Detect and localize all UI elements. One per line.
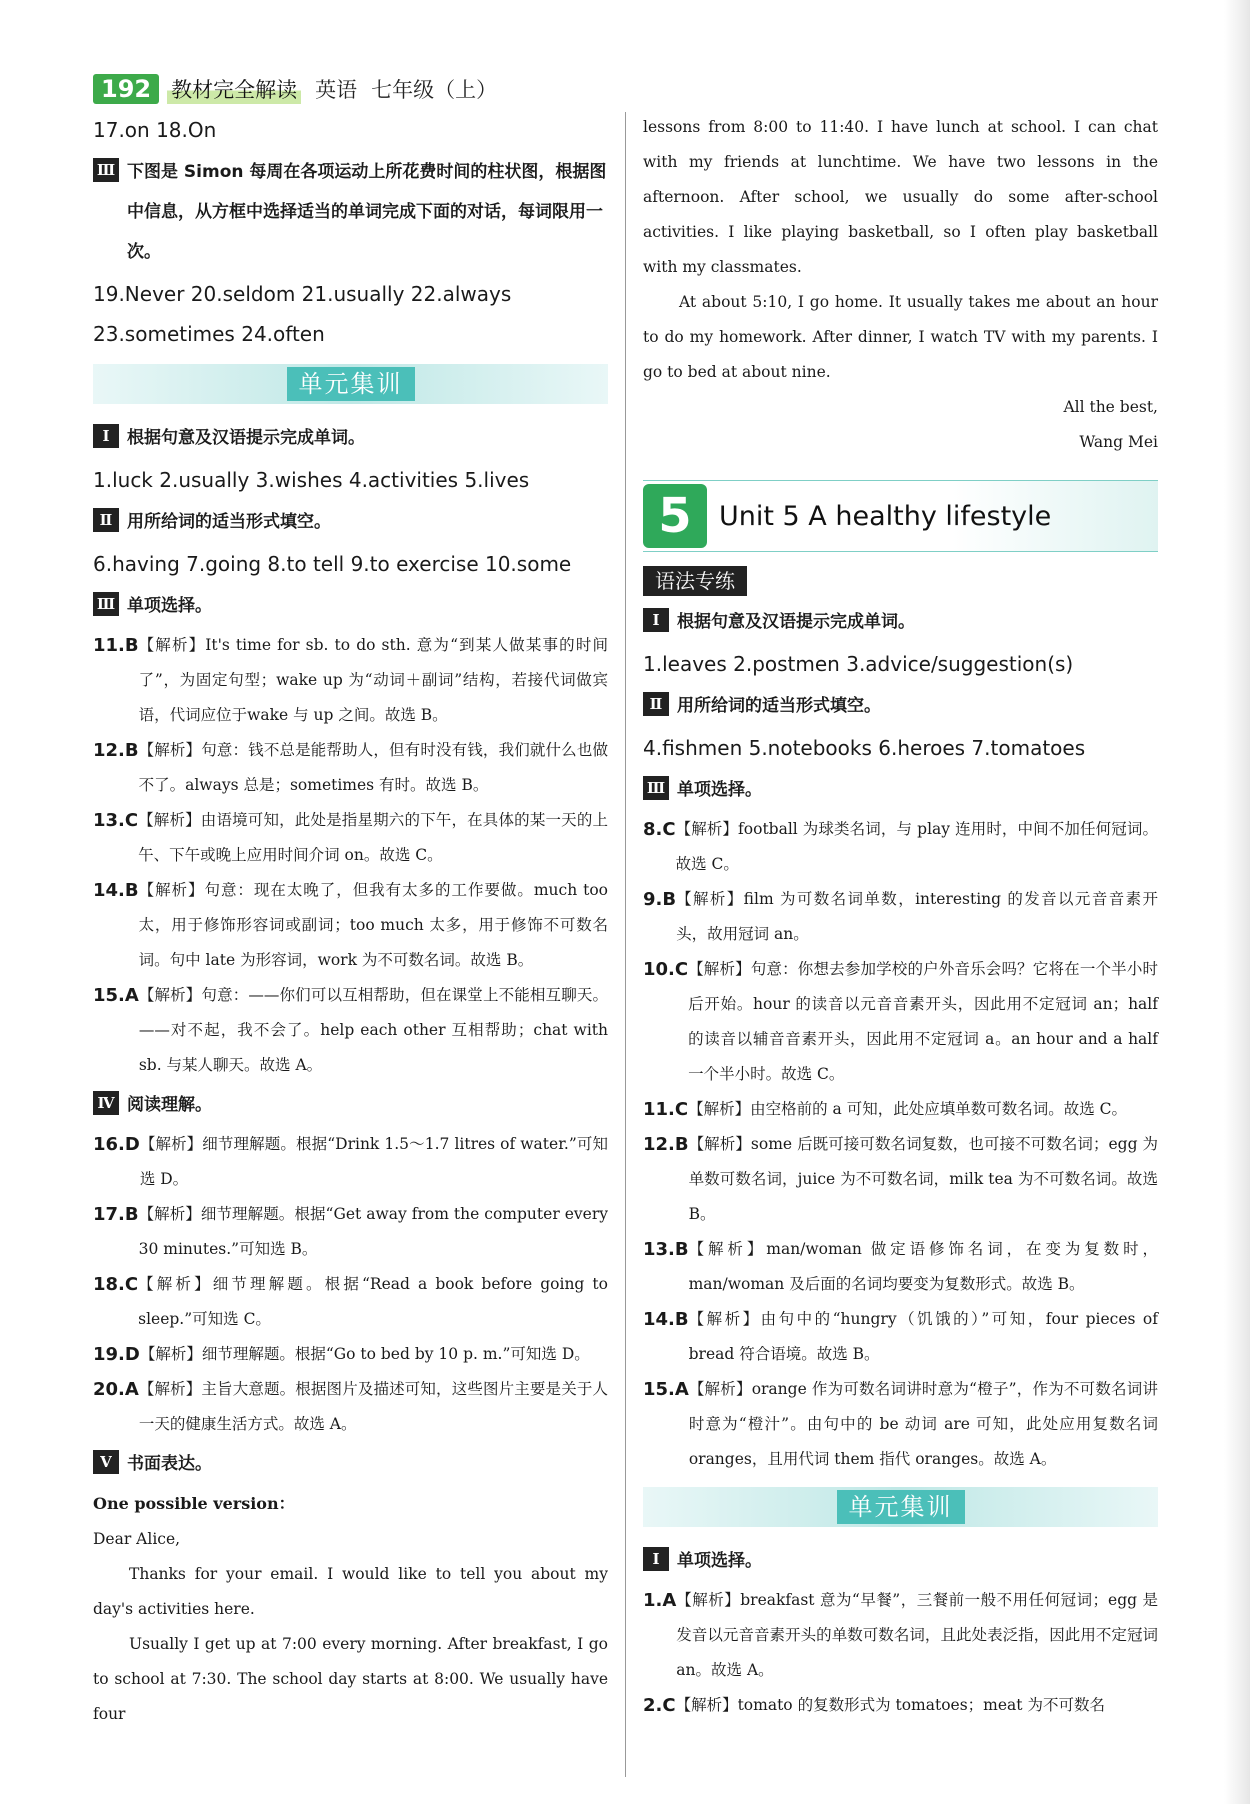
unit-header — [643, 480, 1158, 552]
answer-item — [93, 1197, 608, 1267]
answer-explanation: 【解析】句意：你想去参加学校的户外音乐会吗？它将在一个半小时后开始。hour 的读音以元音音素开头，因此用不定冠词 an；half 的读音以辅音音素开头，因此用不定冠词 a。an hour and a half 一个半小时。故选 C。 — [688, 960, 1158, 1083]
answer-item — [93, 628, 608, 733]
section-title: 用所给词的适当形式填空。 — [127, 512, 331, 532]
section-heading — [643, 770, 1158, 810]
answer-number: 11.B — [93, 635, 139, 656]
section-heading — [93, 586, 608, 626]
section-heading — [93, 1085, 608, 1125]
answer-item — [643, 952, 1158, 1092]
answer-number: 15.A — [93, 985, 139, 1006]
answer-number: 19.D — [93, 1344, 140, 1365]
answer-item — [643, 1583, 1158, 1688]
section-title: 单项选择。 — [677, 780, 762, 800]
answer-number: 12.B — [93, 740, 139, 761]
answers-line: 1.leaves 2.postmen 3.advice/suggestion(s) — [643, 652, 1074, 676]
essay-paragraph: lessons from 8:00 to 11:40. I have lunch at school. I can chat with my friends at lunchtime. We have two lessons in the afternoon. After school, we usually do some after-school activities. I like playing basketball, so I often play basketball with my classmates. — [643, 118, 1158, 276]
section-title: 用所给词的适当形式填空。 — [677, 696, 881, 716]
unit-number-badge — [643, 484, 707, 548]
roman-numeral: Ⅲ — [643, 776, 669, 800]
essay-heading: One possible version： — [93, 1494, 295, 1513]
answer-item — [93, 1337, 608, 1372]
answer-item — [93, 803, 608, 873]
roman-numeral: Ⅱ — [93, 508, 119, 532]
answer-item — [643, 812, 1158, 882]
answer-item — [93, 873, 608, 978]
essay-paragraph: Thanks for your email. I would like to tell you about my day's activities here. — [93, 1565, 608, 1618]
answers-line: 6.having 7.going 8.to tell 9.to exercise 10.some — [93, 552, 572, 576]
grade: 七年级（上） — [371, 78, 498, 102]
answer-item — [643, 882, 1158, 952]
section-title: 阅读理解。 — [127, 1095, 212, 1115]
roman-numeral: Ⅱ — [643, 692, 669, 716]
answer-number: 9.B — [643, 889, 677, 910]
roman-numeral: Ⅰ — [643, 1547, 669, 1571]
answer-explanation: 【解析】It's time for sb. to do sth. 意为“到某人做某事的时间了”，为固定句型；wake up 为“动词＋副词”结构，若接代词做宾语，代词应位于wake 与 up 之间。故选 B。 — [138, 636, 608, 724]
banner-label: 单元集训 — [287, 367, 415, 401]
answers-17-18: 17.on 18.On — [93, 118, 217, 142]
answer-explanation: 【解析】细节理解题。根据“Go to bed by 10 p. m.”可知选 D。 — [139, 1345, 590, 1363]
answer-number: 15.A — [643, 1379, 689, 1400]
answer-explanation: 【解析】man/woman 做定语修饰名词，在变为复数时，man/woman 及后面的名词均要变为复数形式。故选 B。 — [688, 1240, 1158, 1293]
essay-signature: Wang Mei — [1079, 433, 1158, 451]
answer-number: 14.B — [643, 1309, 689, 1330]
section-title: 下图是 Simon 每周在各项运动上所花费时间的柱状图，根据图中信息，从方框中选择适当的单词完成下面的对话，每词限用一次。 — [127, 162, 607, 262]
section-title: 书面表达。 — [127, 1454, 212, 1474]
roman-numeral: Ⅰ — [93, 424, 119, 448]
answers-line: 19.Never 20.seldom 21.usually 22.always — [93, 282, 512, 306]
answer-number: 16.D — [93, 1134, 140, 1155]
answer-item — [643, 1688, 1158, 1723]
page-number: 192 — [93, 74, 159, 104]
essay-paragraph: At about 5:10, I go home. It usually takes me about an hour to do my homework. After dinner, I watch TV with my parents. I go to bed at about nine. — [643, 293, 1158, 381]
book-title: 教材完全解读 — [167, 74, 301, 104]
answer-number: 14.B — [93, 880, 139, 901]
roman-numeral: Ⅳ — [93, 1091, 119, 1115]
answer-explanation: 【解析】细节理解题。根据“Get away from the computer every 30 minutes.”可知选 B。 — [138, 1205, 608, 1258]
answer-explanation: 【解析】some 后既可接可数名词复数，也可接不可数名词；egg 为单数可数名词，juice 为不可数名词，milk tea 为不可数名词。故选 B。 — [688, 1135, 1158, 1223]
answer-number: 18.C — [93, 1274, 139, 1295]
answer-item — [93, 978, 608, 1083]
left-column — [93, 110, 608, 1732]
answer-item — [93, 1267, 608, 1337]
essay-paragraph: Usually I get up at 7:00 every morning. After breakfast, I go to school at 7:30. The school day starts at 8:00. We usually have four — [93, 1635, 608, 1723]
essay-greeting: Dear Alice, — [93, 1530, 181, 1548]
answer-number: 2.C — [643, 1695, 676, 1716]
answer-explanation: 【解析】细节理解题。根据“Drink 1.5～1.7 litres of water.”可知选 D。 — [139, 1135, 608, 1188]
essay-closing: All the best, — [1063, 398, 1158, 416]
subject: 英语 — [315, 78, 358, 102]
section-title: 单项选择。 — [127, 596, 212, 616]
roman-numeral: Ⅲ — [93, 158, 119, 182]
banner-label: 单元集训 — [837, 1490, 965, 1524]
section-heading — [643, 686, 1158, 726]
answer-item — [643, 1372, 1158, 1477]
answer-explanation: 【解析】orange 作为可数名词讲时意为“橙子”，作为不可数名词讲时意为“橙汁”。由句中的 be 动词 are 可知，此处应用复数名词 oranges，且用代词 them 指代 oranges。故选 A。 — [688, 1380, 1158, 1468]
answer-item — [643, 1302, 1158, 1372]
section-title: 根据句意及汉语提示完成单词。 — [127, 428, 365, 448]
unit-training-banner — [643, 1487, 1158, 1527]
answer-item — [643, 1232, 1158, 1302]
unit-number: 5 — [658, 488, 692, 544]
answer-item — [643, 1127, 1158, 1232]
right-column — [643, 110, 1158, 1723]
answer-explanation: 【解析】主旨大意题。根据图片及描述可知，这些图片主要是关于人一天的健康生活方式。故选 A。 — [138, 1380, 608, 1433]
column-divider — [625, 112, 626, 1777]
answer-explanation: 【解析】句意：现在太晚了，但我有太多的工作要做。much too 太，用于修饰形容词或副词；too much 太多，用于修饰不可数名词。句中 late 为形容词，work 为不可数名词。故选 B。 — [138, 881, 608, 969]
section-title: 根据句意及汉语提示完成单词。 — [677, 612, 915, 632]
answer-number: 11.C — [643, 1099, 689, 1120]
answer-explanation: 【解析】breakfast 意为“早餐”，三餐前一般不用任何冠词；egg 是发音以元音音素开头的单数可数名词，且此处表泛指，因此用不定冠词 an。故选 A。 — [676, 1591, 1158, 1679]
section-title: 单项选择。 — [677, 1551, 762, 1571]
page-header — [93, 72, 497, 106]
section-heading — [93, 418, 608, 458]
answer-explanation: 【解析】细节理解题。根据“Read a book before going to sleep.”可知选 C。 — [138, 1275, 608, 1328]
answer-number: 17.B — [93, 1204, 139, 1225]
answer-explanation: 【解析】football 为球类名词，与 play 连用时，中间不加任何冠词。故选 C。 — [675, 820, 1158, 873]
answer-number: 1.A — [643, 1590, 677, 1611]
section-heading — [93, 152, 608, 272]
unit-training-banner — [93, 364, 608, 404]
answer-item — [93, 1127, 608, 1197]
section-heading — [643, 1541, 1158, 1581]
section-heading — [93, 1444, 608, 1484]
answer-number: 8.C — [643, 819, 676, 840]
answers-line: 23.sometimes 24.often — [93, 322, 325, 346]
answer-explanation: 【解析】由语境可知，此处是指星期六的下午，在具体的某一天的上午、下午或晚上应用时间介词 on。故选 C。 — [138, 811, 608, 864]
roman-numeral: Ⅲ — [93, 592, 119, 616]
answer-item — [93, 1372, 608, 1442]
roman-numeral: Ⅴ — [93, 1450, 119, 1474]
answer-explanation: 【解析】tomato 的复数形式为 tomatoes；meat 为不可数名 — [675, 1696, 1105, 1714]
answer-explanation: 【解析】由句中的“hungry（饥饿的）”可知，four pieces of bread 符合语境。故选 B。 — [688, 1310, 1158, 1363]
answers-line: 1.luck 2.usually 3.wishes 4.activities 5.lives — [93, 468, 530, 492]
answer-number: 20.A — [93, 1379, 139, 1400]
answer-number: 13.C — [93, 810, 139, 831]
roman-numeral: Ⅰ — [643, 608, 669, 632]
answer-number: 13.B — [643, 1239, 689, 1260]
answer-explanation: 【解析】句意：钱不总是能帮助人，但有时没有钱，我们就什么也做不了。always 总是；sometimes 有时。故选 B。 — [138, 741, 608, 794]
unit-title: Unit 5 A healthy lifestyle — [719, 500, 1052, 532]
answer-number: 12.B — [643, 1134, 689, 1155]
grammar-practice-tag: 语法专练 — [643, 566, 747, 596]
answer-item — [643, 1092, 1158, 1127]
section-heading — [93, 502, 608, 542]
answer-number: 10.C — [643, 959, 689, 980]
answer-explanation: 【解析】由空格前的 a 可知，此处应填单数可数名词。故选 C。 — [688, 1100, 1127, 1118]
answer-explanation: 【解析】film 为可数名词单数，interesting 的发音以元音音素开头，故用冠词 an。 — [676, 890, 1158, 943]
page-edge — [1224, 0, 1250, 1804]
section-heading — [643, 602, 1158, 642]
answers-line: 4.fishmen 5.notebooks 6.heroes 7.tomatoes — [643, 736, 1086, 760]
answer-item — [93, 733, 608, 803]
answer-explanation: 【解析】句意：——你们可以互相帮助，但在课堂上不能相互聊天。——对不起，我不会了。help each other 互相帮助；chat with sb. 与某人聊天。故选 A。 — [138, 986, 608, 1074]
